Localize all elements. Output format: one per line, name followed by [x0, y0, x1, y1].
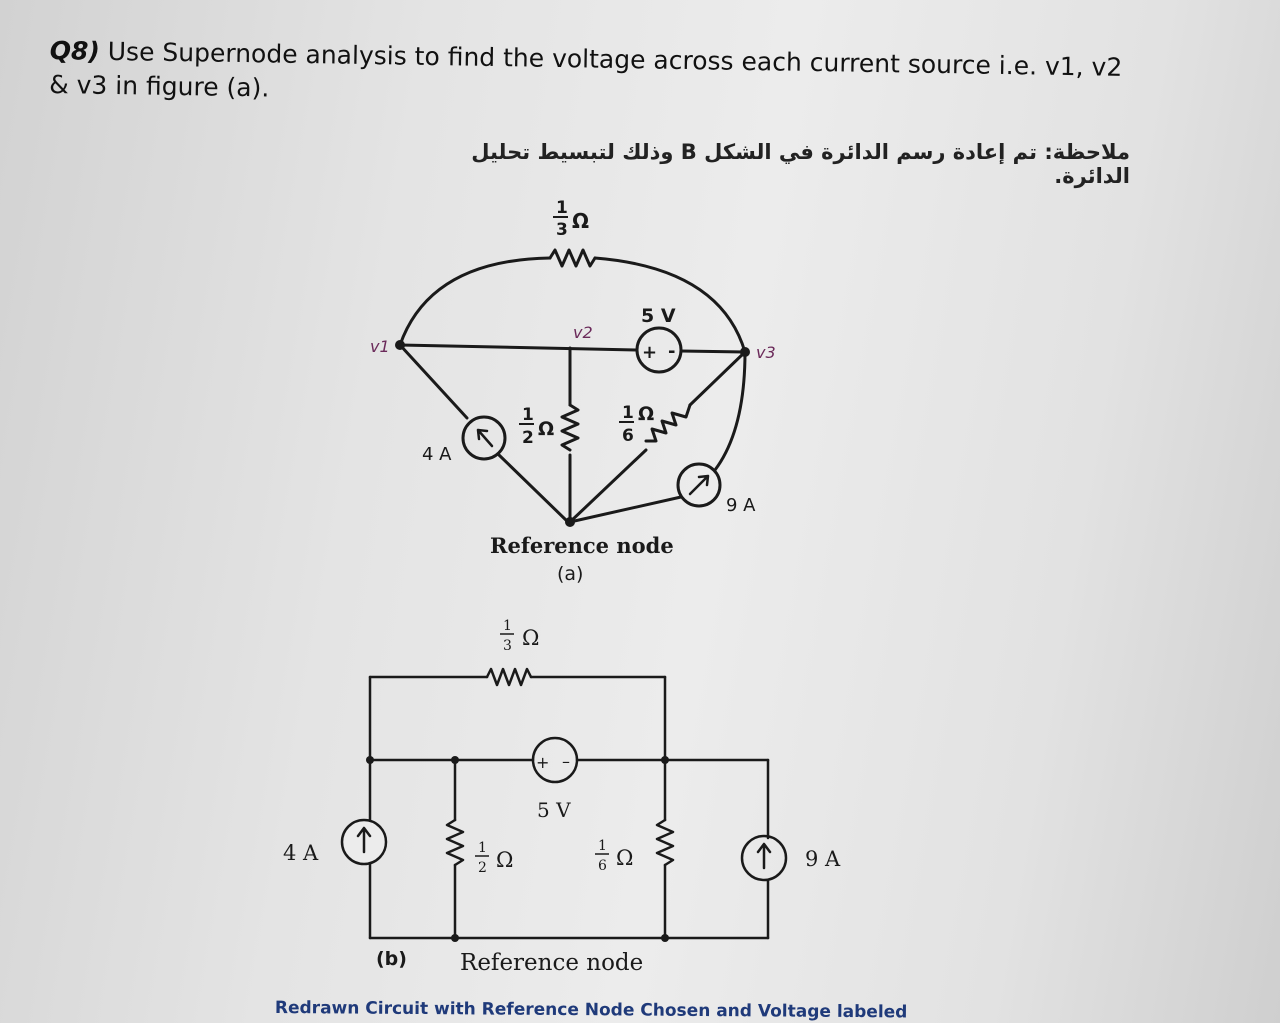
svg-text:1: 1	[503, 618, 512, 634]
nodes-a	[395, 340, 750, 527]
node-v1-label: v1	[370, 337, 390, 356]
minus-sign-b: –	[562, 752, 570, 771]
wire-9a-ref	[570, 497, 681, 522]
node-v2-label: v2	[573, 323, 593, 342]
half-ohm-unit-b: Ω	[496, 848, 514, 872]
sixth-ohm-resistor-b	[657, 820, 673, 865]
up-arrow-icon	[478, 430, 492, 446]
half-ohm-resistor-b	[447, 820, 463, 865]
figure-b-caption: (b)	[376, 948, 407, 970]
middle-wire	[400, 345, 637, 350]
reference-node-label-b: Reference node	[460, 950, 644, 976]
svg-text:1: 1	[522, 405, 534, 425]
current-source-4a-label-b: 4 A	[283, 841, 319, 865]
node-ref-dot	[565, 517, 575, 527]
svg-text:1: 1	[478, 840, 487, 856]
figure-a-caption: (a)	[557, 563, 584, 585]
plus-sign-a: +	[642, 342, 658, 363]
footer-caption: Redrawn Circuit with Reference Node Chosen and Voltage labeled	[274, 998, 908, 1023]
wire-sixth-ref	[570, 450, 646, 522]
wire-v3-sixth	[690, 352, 745, 405]
middle-wire-right	[681, 351, 745, 352]
voltage-source-label-a: 5 V	[641, 305, 676, 327]
diagonal-arrow-icon	[690, 476, 708, 494]
svg-text:6: 6	[598, 858, 607, 874]
node-v3-dot	[740, 347, 750, 357]
svg-text:3: 3	[556, 220, 568, 240]
svg-text:1: 1	[598, 838, 607, 854]
question-body: Use Supernode analysis to find the voltage across each current source i.e. v1, v2 & v3 in figure (a).	[48, 36, 1123, 103]
top-resistor-b	[487, 669, 531, 685]
half-ohm-unit-a: Ω	[538, 418, 555, 440]
svg-text:2: 2	[478, 860, 487, 876]
top-resistor-unit-b: Ω	[522, 626, 540, 650]
svg-text:6: 6	[622, 426, 634, 446]
plus-sign-b: +	[536, 753, 550, 772]
current-source-9a-label-a: 9 A	[726, 495, 756, 516]
figure-a	[400, 250, 745, 522]
current-source-4a-label-a: 4 A	[422, 444, 452, 465]
reference-node-label-a: Reference node	[490, 533, 674, 558]
top-resistor-a	[550, 250, 595, 266]
node-v3-label: v3	[756, 343, 776, 362]
half-ohm-resistor-a	[562, 405, 578, 450]
svg-text:2: 2	[522, 428, 534, 448]
sixth-ohm-unit-b: Ω	[616, 846, 634, 870]
up-arrow-icon	[758, 844, 770, 868]
question-number: Q8)	[49, 35, 101, 66]
fractions-b	[475, 618, 609, 876]
svg-text:3: 3	[503, 638, 512, 654]
top-resistor-unit-a: Ω	[572, 209, 590, 233]
wire-v3-9a	[715, 352, 745, 470]
arabic-note: ملاحظة: تم إعادة رسم الدائرة في الشكل B وذلك لتبسيط تحليل الدائرة.	[471, 140, 1130, 188]
current-source-9a-label-b: 9 A	[805, 847, 841, 871]
svg-text:1: 1	[556, 198, 568, 218]
voltage-source-label-b: 5 V	[537, 798, 571, 822]
sixth-ohm-unit-a: Ω	[638, 403, 655, 425]
top-arc-wire-left	[400, 258, 550, 345]
svg-text:1: 1	[622, 403, 634, 423]
node-v1-dot	[395, 340, 405, 350]
minus-sign-a: -	[668, 341, 676, 362]
wire-4a-ref	[499, 455, 568, 522]
wire-v1-4a	[400, 345, 467, 418]
